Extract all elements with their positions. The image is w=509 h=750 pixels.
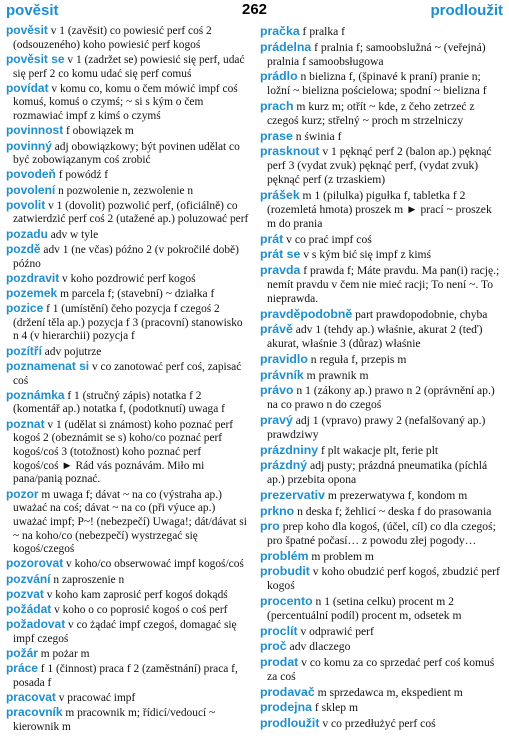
entry-definition: m 1 (pilulka) pigułka f, tabletka f 2 (rozemletá hmota) proszek m ► prací ~ proszek m do prania bbox=[267, 189, 492, 231]
dictionary-entry bbox=[6, 603, 249, 618]
dictionary-entry bbox=[6, 124, 249, 139]
entry-definition: v 1 pęknąć perf 2 (balon ap.) pęknąć perf 3 (vydat zvuk) pęknąć perf, (vydat zvuk) pęknąć perf (z trzaskiem) bbox=[267, 145, 492, 187]
dictionary-entry bbox=[260, 716, 503, 731]
running-header bbox=[0, 0, 509, 22]
entry-headword: práce bbox=[6, 661, 38, 676]
dictionary-entry bbox=[260, 352, 503, 367]
dictionary-entry bbox=[6, 24, 249, 52]
entry-definition: m prezerwatywa f, kondom m bbox=[324, 488, 468, 502]
dictionary-entry bbox=[260, 69, 503, 98]
header-last-guide-word: prodloužit bbox=[430, 2, 503, 19]
entry-headword: prasknout bbox=[260, 144, 320, 159]
dictionary-entry bbox=[260, 488, 503, 503]
entry-headword: pro bbox=[260, 519, 280, 534]
dictionary-entry bbox=[260, 40, 503, 69]
entry-definition: n 1 (setina celku) procent m 2 (percentuální podíl) procent m, odsetek m bbox=[267, 595, 462, 623]
dictionary-entry bbox=[260, 504, 503, 519]
entry-headword: prádelna bbox=[260, 39, 312, 54]
entry-definition: adv 1 (tehdy ap.) właśnie, akurat 2 (teď) akurat, właśnie 3 (důraz) właśnie bbox=[267, 323, 483, 351]
entry-headword: probudit bbox=[260, 564, 310, 579]
entry-headword: prádlo bbox=[260, 69, 298, 84]
dictionary-entry bbox=[260, 247, 503, 262]
entry-headword: povinný bbox=[6, 138, 52, 153]
entry-definition: adv pojutrze bbox=[41, 345, 102, 358]
entry-definition: adj obowiązkowy; být povinen udělat co być zobowiązanym coś zrobić bbox=[13, 140, 240, 167]
entry-definition: adj 1 (vpravo) prawy 2 (nefalšovaný ap.) prawdziwy bbox=[267, 413, 486, 442]
entry-definition: v koho obudzić perf kogoś, zbudzić perf kogoś bbox=[267, 565, 500, 593]
entry-definition: v koho/co obserwować impf kogoś/coś bbox=[63, 558, 244, 571]
entry-definition: f obowiązek m bbox=[63, 125, 134, 138]
dictionary-entry bbox=[260, 564, 503, 593]
entry-headword: pracovat bbox=[6, 690, 56, 705]
entry-headword: prodat bbox=[260, 654, 299, 669]
entry-headword: prášek bbox=[260, 188, 300, 203]
entry-headword: právo bbox=[260, 383, 294, 398]
entry-definition: n 1 (zákony ap.) prawo n 2 (oprávnění ap.) na co prawo n do czegoś bbox=[267, 384, 495, 412]
dictionary-entry bbox=[6, 662, 249, 690]
entry-definition: n deska f; žehlicí ~ deska f do prasowania bbox=[294, 504, 492, 518]
dictionary-entry bbox=[6, 389, 249, 417]
entry-headword: poznámka bbox=[6, 387, 65, 402]
entry-headword: prodloužit bbox=[260, 715, 320, 730]
entry-definition: m pracownik m; řídicí/vedoucí ~ kierownik m bbox=[13, 707, 216, 733]
entry-headword: povídat bbox=[6, 80, 49, 95]
dictionary-entry bbox=[6, 140, 249, 168]
entry-definition: adv w tyle bbox=[47, 228, 99, 241]
dictionary-entry bbox=[260, 144, 503, 187]
dictionary-entry bbox=[6, 706, 249, 734]
entry-headword: pozadu bbox=[6, 226, 48, 241]
entry-definition: f plt wakacje plt, ferie plt bbox=[318, 443, 439, 457]
entry-definition: v co zanotować perf coś, zapisać coś bbox=[13, 360, 242, 387]
dictionary-entry bbox=[6, 618, 249, 646]
entry-definition: v 1 (zavěsit) co powiesić perf coś 2 (odsouzeného) koho powiesić perf kogoś bbox=[13, 25, 212, 51]
dictionary-entry bbox=[260, 624, 503, 639]
entry-definition: m kurz m; otřít ~ kde, z čeho zetrzeć z czegoś kurz; střelný ~ proch m strzelniczy bbox=[267, 99, 475, 128]
dictionary-entry bbox=[6, 82, 249, 124]
dictionary-entry bbox=[6, 418, 249, 487]
entry-headword: pozdě bbox=[6, 241, 41, 256]
entry-headword: pozdravit bbox=[6, 270, 60, 285]
entry-definition: prep koho dla kogoś, (účel, cíl) co dla czegoś; pro špatné počasí… z powodu złej pogody… bbox=[267, 520, 496, 548]
entry-headword: pračka bbox=[260, 24, 300, 38]
page-number: 262 bbox=[241, 1, 268, 18]
entry-headword: prodavač bbox=[260, 684, 315, 699]
dictionary-entry bbox=[260, 322, 503, 351]
entry-definition: n reguła f, przepis m bbox=[307, 353, 407, 367]
dictionary-entry bbox=[260, 129, 503, 144]
entry-headword: požádat bbox=[6, 602, 52, 616]
entry-definition: v odprawić perf bbox=[297, 624, 374, 638]
entry-headword: povinnost bbox=[6, 123, 64, 138]
entry-headword: povolit bbox=[6, 197, 46, 212]
entry-headword: pověsit se bbox=[6, 51, 65, 66]
entry-definition: v co żądać impf czegoś, domagać się impf czegoś bbox=[13, 619, 237, 645]
entry-headword: prodejna bbox=[260, 700, 312, 715]
dictionary-entry bbox=[6, 228, 249, 243]
entry-definition: f prawda f; Máte pravdu. Ma pan(i) rację.; nemít pravdu v čem nie mieć racji; To není ~. To nieprawda. bbox=[267, 264, 500, 306]
entry-headword: prázdniny bbox=[260, 442, 319, 457]
dictionary-entry bbox=[6, 272, 249, 287]
entry-headword: prezervativ bbox=[260, 487, 325, 502]
entry-headword: pravda bbox=[260, 263, 301, 277]
entry-headword: prát bbox=[260, 231, 284, 246]
entry-headword: proč bbox=[260, 639, 287, 654]
entry-headword: proclít bbox=[260, 623, 298, 638]
entry-definition: f pralka f bbox=[299, 25, 346, 38]
dictionary-entry bbox=[260, 639, 503, 654]
left-column bbox=[6, 24, 249, 735]
dictionary-entry bbox=[260, 458, 503, 487]
entry-headword: prkno bbox=[260, 503, 295, 518]
dictionary-entry bbox=[6, 360, 249, 388]
entry-definition: f sklep m bbox=[311, 701, 358, 715]
dictionary-entry bbox=[6, 647, 249, 662]
dictionary-entry bbox=[260, 188, 503, 231]
dictionary-entry bbox=[6, 302, 249, 344]
entry-definition: adv dlaczego bbox=[286, 640, 351, 654]
entry-definition: v co prać impf coś bbox=[283, 232, 372, 246]
entry-definition: m pożar m bbox=[37, 648, 90, 661]
dictionary-entry bbox=[260, 232, 503, 247]
entry-definition: m sprzedawca m, ekspedient m bbox=[314, 685, 463, 699]
entry-headword: pravidlo bbox=[260, 352, 308, 367]
entry-definition: f 1 (stručný zápis) notatka f 2 (komentář ap.) notatka f, (podotknutí) uwaga f bbox=[13, 389, 225, 416]
entry-headword: pozice bbox=[6, 301, 44, 316]
entry-headword: pozvat bbox=[6, 586, 44, 601]
entry-definition: v 1 (dovolit) pozwolić perf, (oficiálně) co zatwierdzić perf coś 2 (utažené ap.) poluzować perf bbox=[13, 199, 249, 226]
dictionary-entry bbox=[260, 549, 503, 564]
dictionary-entry bbox=[260, 263, 503, 306]
dictionary-entry bbox=[260, 24, 503, 39]
entry-definition: m prawnik m bbox=[303, 368, 369, 382]
entry-headword: požadovat bbox=[6, 617, 66, 632]
dictionary-entry bbox=[6, 588, 249, 603]
dictionary-entry bbox=[260, 368, 503, 383]
entry-headword: právě bbox=[260, 322, 293, 337]
entry-definition: v koho kam zaprosić perf kogoś dokądś bbox=[43, 588, 228, 601]
dictionary-entry bbox=[260, 443, 503, 458]
entry-definition: v pracować impf bbox=[55, 692, 136, 705]
entry-headword: pracovník bbox=[6, 705, 63, 720]
dictionary-entry bbox=[260, 413, 503, 442]
entry-headword: prach bbox=[260, 98, 294, 113]
entry-definition: adj pusty; prázdná pneumatika (píchlá ap.) przebita opona bbox=[267, 459, 488, 487]
right-column bbox=[260, 24, 503, 731]
entry-headword: poznat bbox=[6, 416, 45, 431]
dictionary-entry bbox=[260, 99, 503, 128]
dictionary-entry bbox=[6, 243, 249, 271]
entry-definition: m parcela f; (stavební) ~ działka f bbox=[57, 287, 215, 300]
entry-headword: poznamenat si bbox=[6, 358, 90, 373]
dictionary-entry bbox=[260, 685, 503, 700]
entry-definition: adv 1 (ne včas) późno 2 (v pokročilé době) późno bbox=[13, 243, 239, 270]
dictionary-entry bbox=[260, 519, 503, 548]
entry-definition: f pralnia f; samoobslužná ~ (veřejná) pralnia f samoobsługowa bbox=[267, 40, 486, 68]
entry-definition: f 1 (činnost) praca f 2 (zaměstnání) praca f, posada f bbox=[13, 663, 238, 689]
entry-headword: požár bbox=[6, 646, 38, 661]
entry-definition: v 1 (udělat si známost) koho poznać perf kogoś 2 (obeznámit se s) koho/co poznać perf kogoś/coś 3 (totožnost) koho poznać perf kogoś/coś ► Rád vás poznávám. Miło mi pana/panią poznać. bbox=[13, 418, 234, 486]
entry-definition: v s kým bić się impf z kimś bbox=[300, 248, 432, 262]
entry-definition: v 1 (zadržet se) powiesić się perf, udać się perf 2 co komu udać się perf comuś bbox=[13, 53, 245, 80]
dictionary-entry bbox=[6, 53, 249, 81]
entry-definition: f powódź f bbox=[55, 169, 109, 182]
entry-definition: v koho pozdrowić perf kogoś bbox=[59, 272, 196, 285]
entry-headword: pozorovat bbox=[6, 556, 64, 571]
entry-headword: povolení bbox=[6, 182, 56, 197]
dictionary-entry bbox=[6, 287, 249, 302]
dictionary-entry bbox=[6, 557, 249, 572]
entry-headword: pověsit bbox=[6, 23, 48, 37]
dictionary-entry bbox=[6, 168, 249, 183]
entry-definition: n bielizna f, (špinavé k praní) pranie n; ložní ~ bielizna pościelowa; spodní ~ bielizna f bbox=[267, 70, 487, 98]
entry-headword: pravý bbox=[260, 412, 293, 427]
entry-headword: povodeň bbox=[6, 167, 56, 182]
entry-definition: m uwaga f; dávat ~ na co (výstraha ap.) uważać na coś; dávat ~ na co (při výuce ap.) uważać impf; P~! (nebezpečí) Uwaga!; dát/dávat si ~ na koho/co (nebezpečí) wystrzegać się kogoś/czegoś bbox=[13, 488, 247, 556]
entry-headword: pravděpodobně bbox=[260, 306, 353, 321]
entry-definition: n pozwolenie n, zezwolenie n bbox=[55, 184, 194, 197]
dictionary-entry bbox=[6, 691, 249, 706]
dictionary-entry bbox=[260, 307, 503, 322]
entry-headword: prát se bbox=[260, 247, 301, 262]
dictionary-entry bbox=[6, 184, 249, 199]
entry-definition: m problem m bbox=[308, 549, 374, 563]
dictionary-entry bbox=[6, 345, 249, 360]
entry-headword: právník bbox=[260, 367, 304, 382]
dictionary-entry bbox=[260, 700, 503, 715]
entry-definition: v co przedłużyć perf coś bbox=[319, 716, 436, 730]
header-first-guide-word: pověsit bbox=[6, 2, 59, 19]
entry-definition: n zaproszenie n bbox=[50, 573, 125, 586]
dictionary-entry bbox=[260, 655, 503, 684]
entry-definition: part prawdopodobnie, chyba bbox=[352, 307, 488, 321]
entry-definition: v koho o co poprosić kogoś o coś perf bbox=[51, 604, 228, 616]
entry-headword: prase bbox=[260, 128, 293, 143]
entry-definition: v komu co, komu o čem mówić impf coś komuś, komuś o czymś; ~ si s kým o čem rozmawiać impf z kimś o czymś bbox=[13, 82, 238, 123]
entry-headword: pozítří bbox=[6, 343, 42, 358]
entry-definition: f 1 (umístění) čeho pozycja f czegoś 2 (držení těla ap.) pozycja f 3 (pracovní) stanowisko n 4 (v hierarchii) pozycja f bbox=[13, 303, 243, 343]
entry-definition: v co komu za co sprzedać perf coś komuś za coś bbox=[267, 655, 495, 684]
entry-headword: problém bbox=[260, 548, 309, 563]
entry-headword: pozemek bbox=[6, 285, 58, 300]
entry-headword: prázdný bbox=[260, 458, 308, 473]
entry-headword: procento bbox=[260, 594, 313, 609]
entry-definition: n świnia f bbox=[292, 129, 342, 143]
dictionary-entry bbox=[6, 573, 249, 588]
entry-headword: pozor bbox=[6, 486, 39, 501]
dictionary-entry bbox=[260, 594, 503, 623]
dictionary-entry bbox=[6, 488, 249, 557]
dictionary-entry bbox=[6, 199, 249, 227]
entry-headword: pozvání bbox=[6, 571, 51, 586]
dictionary-entry bbox=[260, 383, 503, 412]
